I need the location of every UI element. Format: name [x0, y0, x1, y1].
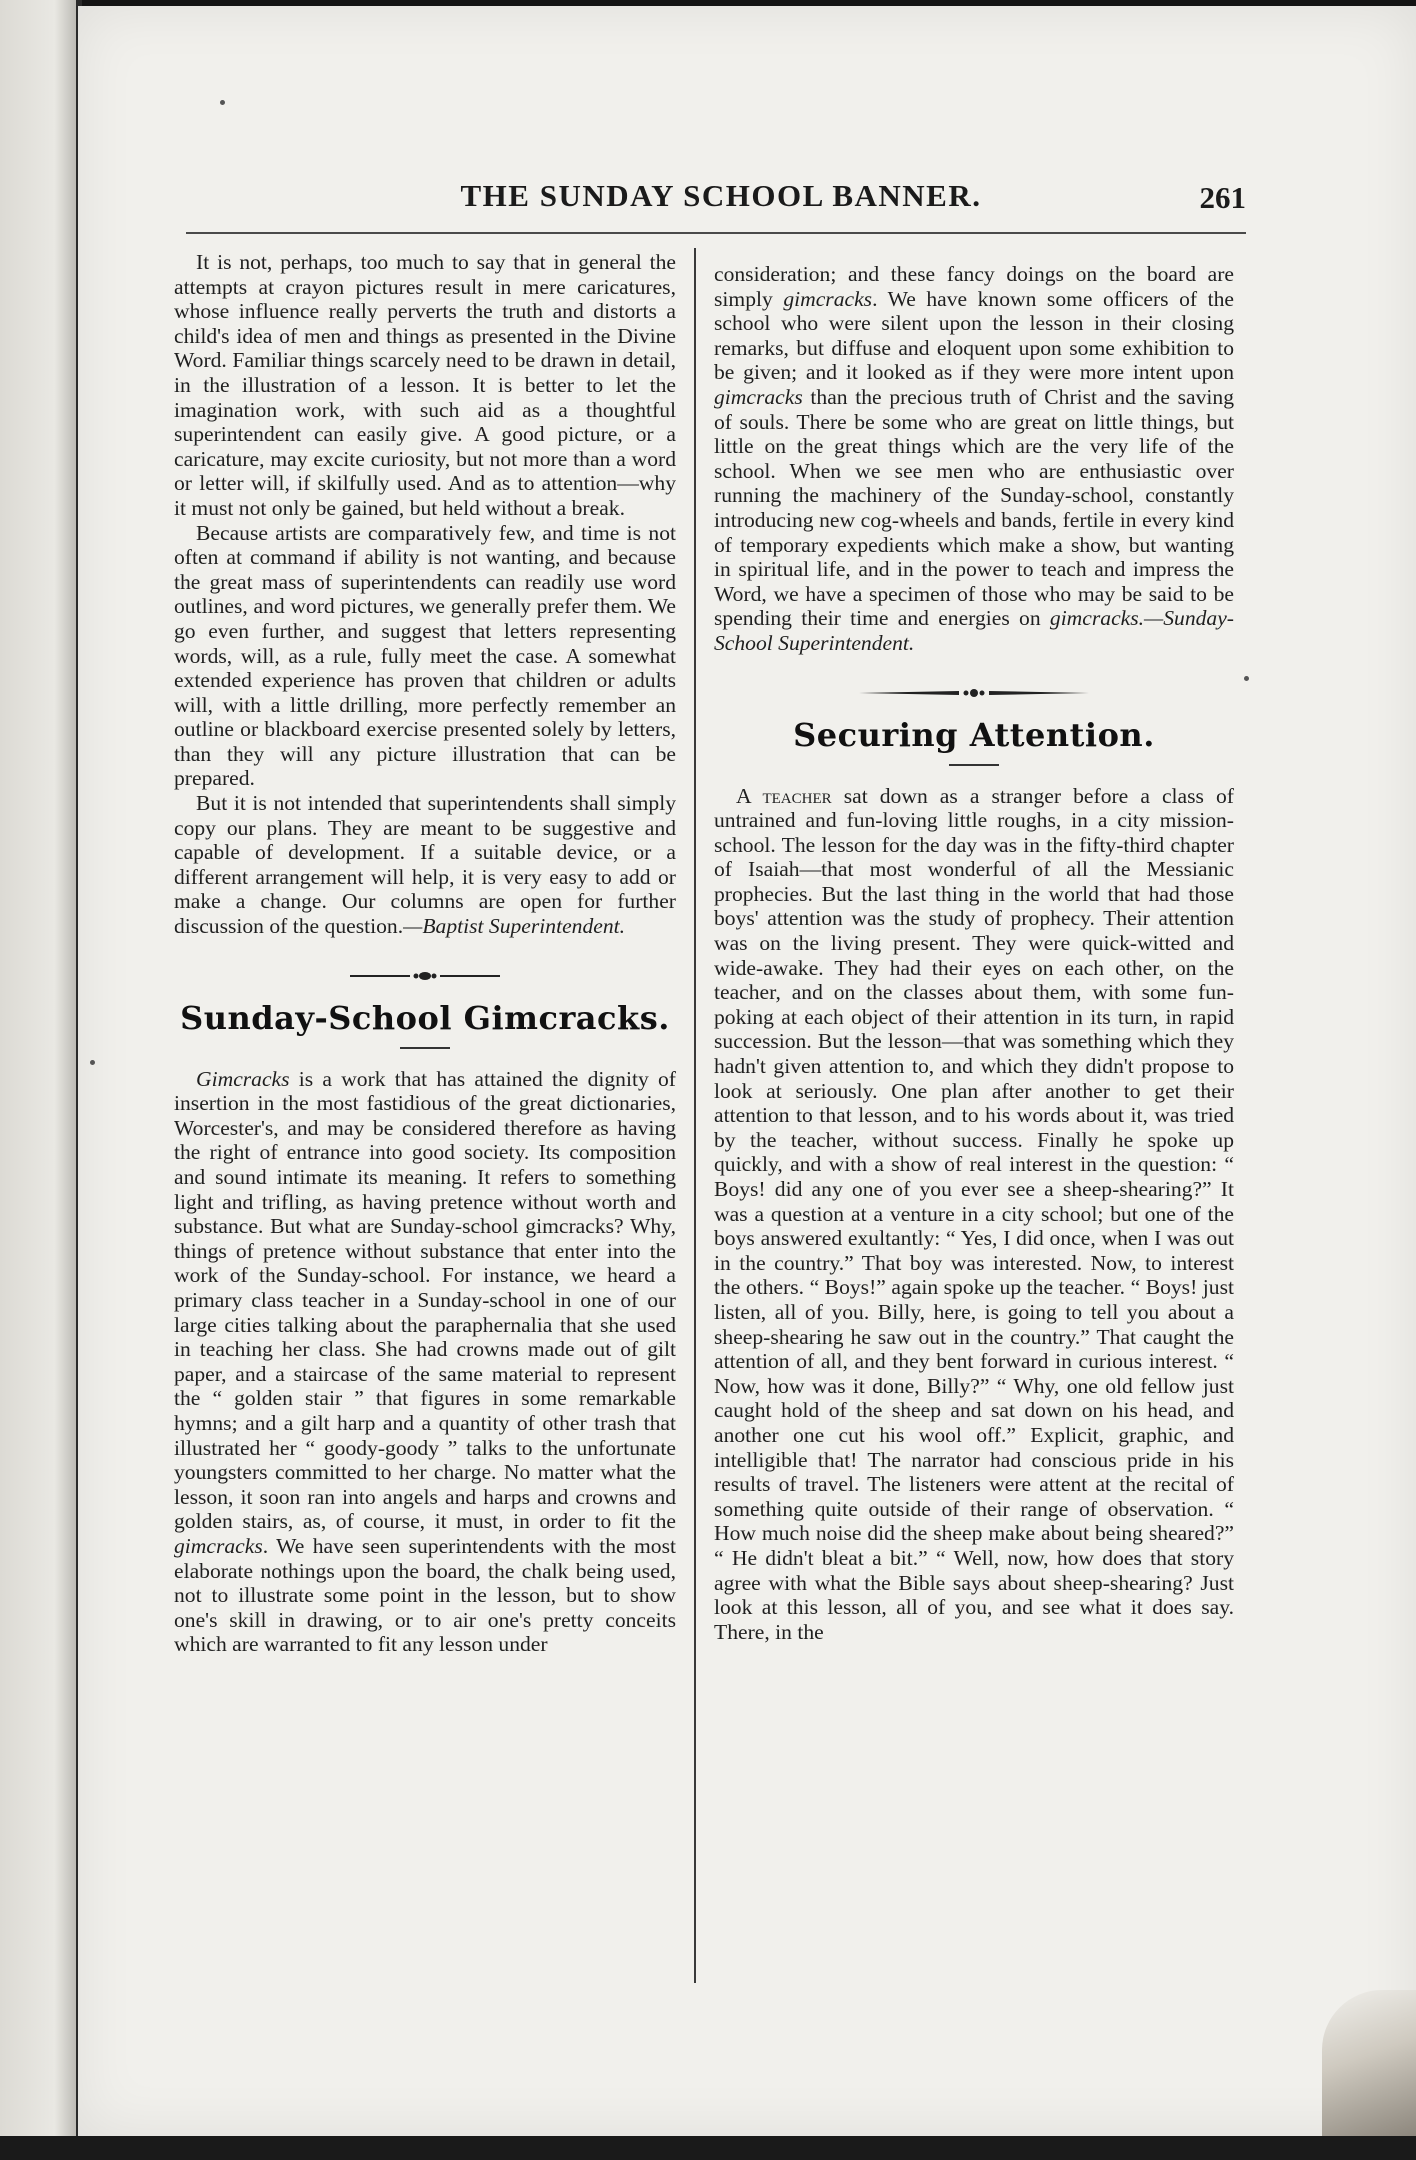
paragraph-text: . We have seen superintendents with the most elaborate nothings upon the board, the chalk being used, not to illustrate some point in the lesson, but to show one's skill in drawing, or to air one's pretty conceits which are warranted to fit any lesson under [174, 1533, 676, 1657]
speck [1244, 676, 1249, 681]
page-number: 261 [1199, 180, 1246, 215]
section-ornament-icon [859, 686, 1089, 700]
right-column [714, 262, 1234, 1644]
paragraph: Because artists are comparatively few, and time is not often at command if ability is not wanting, and because the great mass of superintendents can readily use word outlines, and word pictures, we generally prefer them. We go even further, and suggest that letters representing words, will, as a rule, fully meet the case. A somewhat extended experience has proven that children or adults will, with a little drilling, more perfectly remember an outline or blackboard exercise presented solely by letters, than they will any picture illustration that can be prepared. [174, 520, 676, 791]
attribution: —Baptist Superintendent. [403, 914, 626, 939]
paragraph-text: than the precious truth of Christ and the saving of souls. There be some who are great on little things, but little on the great things which are the very life of the school. When we see men who are enthusiastic over running the machinery of the Sunday-school, constantly introducing new cog-wheels and bands, fertile in every kind of temporary expedients which make a show, but wanting in spiritual life, and in the power to teach and impress the Word, we have a specimen of those who may be said to be spending their time and energies on [714, 384, 1234, 631]
section-title-attention: Securing Attention. [793, 715, 1155, 754]
paragraph: It is not, perhaps, too much to say that in general the attempts at crayon pictures result in mere caricatures, whose influence really perverts the truth and distorts a child's idea of men and things as presented in the Divine Word. Familiar things scarcely need to be drawn in detail, in the illustration of a lesson. It is better to let the imagination work, with such aid as a thoughtful superintendent can easily give. A good picture, or a caricature, may excite curiosity, but not more than a word or letter will, if skilfully used. And as to attention—why it must not only be gained, but held without a break. [174, 250, 676, 520]
title-rule [400, 1047, 450, 1049]
paragraph-text: . We have known some officers of the school who were silent upon the lesson in their closing remarks, but diffuse and eloquent upon some exhibition to be given; and it looked as if they were more intent upon [714, 286, 1234, 385]
page-header [186, 178, 1246, 224]
italic-word: Gimcracks [196, 1066, 290, 1091]
left-column [174, 250, 676, 1657]
paragraph [714, 784, 1234, 1645]
paragraph-text: But it is not intended that superintendents shall simply copy our plans. They are meant to be suggestive and capable of development. If a suitable device, or a different arrangement will help, it is very easy to add or make a change. Our columns are open for further discussion of the question. [174, 791, 676, 939]
paragraph-text: sat down as a stranger before a class of untrained and fun-loving little roughs, in a city mission-school. The lesson for the day was in the fifty-third chapter of Isaiah—that most wonderful of all the Messianic prophecies. But the last thing in the world that had those boys' attention was the study of prophecy. Their attention was on the living present. They were quick-witted and wide-awake. They had their eyes on each other, on the teacher, and on the classes about them, with some fun-poking at each object of their attention in its turn, in rapid succession. But the lesson—that was something which they hadn't given attention to, and which they didn't propose to look at seriously. One plan after another to get their attention to that lesson, and to his words about it, was tried by the teacher, without success. Finally he spoke up quickly, and with a show of real interest in the question: “ Boys! did any one of you ever see a sheep-shearing?” It was a question at a venture in a city school; but one of the boys answered exultantly: “ Yes, I did once, when I was out in the country.” That boy was interested. Now, to interest the others. “ Boys!” again spoke up the teacher. “ Boys! just listen, all of you. Billy, here, is going to tell you about a sheep-shearing he saw out in the country.” That caught the attention of all, and they bent forward in curious interest. “ Now, how was it done, Billy?” “ Why, one old fellow just caught hold of the sheep and sat down on his head, and another one cut his wool off.” Explicit, graphic, and intelligible that! The narrator had conscious pride in his results of travel. The listeners were attent at the recital of something quite outside of their range of observation. “ How much noise did the sheep make about being sheared?” “ He didn't bleat a bit.” “ Well, now, how does that story agree with what the Bible says about sheep-shearing? Just look at this lesson, all of you, and see what it does say. There, in the [714, 783, 1234, 1644]
speck [90, 1060, 95, 1065]
italic-word: gimcracks [174, 1533, 263, 1558]
paragraph [714, 262, 1234, 656]
scan-bottom-edge [0, 2136, 1416, 2160]
italic-word: gimcracks [783, 286, 873, 311]
section-ornament-icon [350, 969, 500, 983]
lead-in: A teacher [736, 783, 832, 808]
attribution: .—Sunday-School Superintendent. [714, 606, 1234, 655]
header-rule [186, 232, 1246, 234]
paragraph [174, 1067, 676, 1657]
speck [220, 100, 225, 105]
paragraph [174, 791, 676, 939]
running-head: THE SUNDAY SCHOOL BANNER. [460, 178, 982, 213]
paragraph-text: is a work that has attained the dignity of insertion in the most fastidious of the great dictionaries, Worcester's, and may be considered therefore as having the right of entrance into good society. Its composition and sound intimate its meaning. It refers to something light and trifling, as having pretence without worth and substance. But what are Sunday-school gimcracks? Why, things of pretence without substance that enter into the work of the Sunday-school. For instance, we heard a primary class teacher in a Sunday-school in one of our large cities talking about the paraphernalia that she used in teaching her class. She had crowns made out of gilt paper, and a staircase of the same material to represent the “ golden stair ” that figures in some remarkable hymns; and a gilt harp and a quantity of other trash that illustrated her “ goody-goody ” talks to the unfortunate youngsters committed to her charge. No matter what the lesson, it soon ran into angels and harps and crowns and golden stairs, as, of course, it must, in order to fit the [174, 1066, 676, 1534]
paragraph-text: consideration; and these fancy doings on the board are simply [714, 262, 1234, 311]
column-divider [694, 248, 696, 1983]
page-corner-curl [1322, 1990, 1416, 2136]
section-title-gimcracks: Sunday-School Gimcracks. [180, 998, 670, 1037]
italic-word: gimcracks [1049, 606, 1139, 631]
facing-page-edge [0, 0, 78, 2160]
title-rule [949, 764, 999, 766]
italic-word: gimcracks [714, 384, 803, 409]
